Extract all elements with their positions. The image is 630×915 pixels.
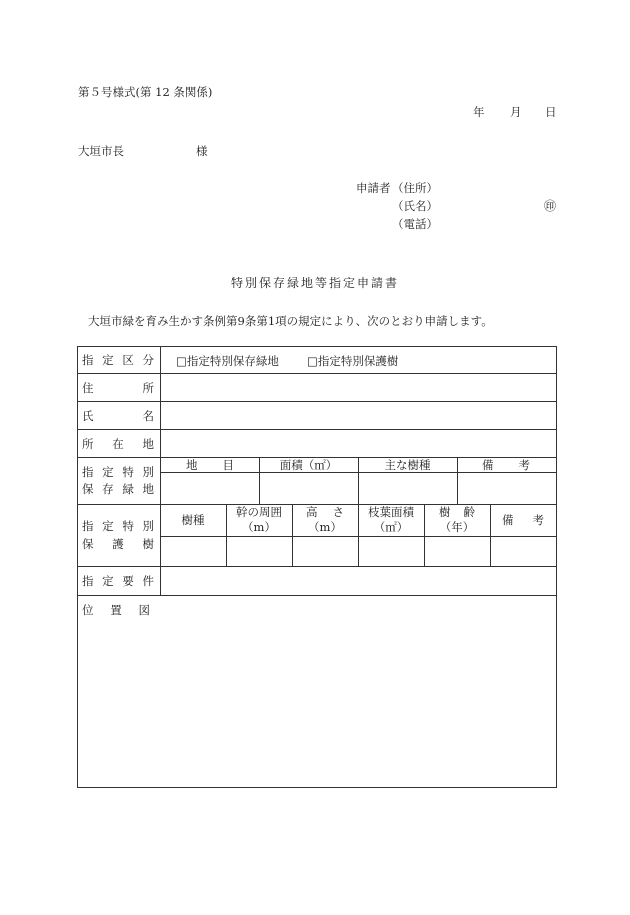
intro-text: 大垣市緑を育み生かす条例第9条第1項の規定により、次のとおり申請します。 (88, 314, 493, 328)
row-divider (77, 401, 557, 402)
green-space-col-divider (457, 457, 458, 504)
header-land-category: 地 目 (186, 458, 234, 472)
applicant-address-label: （住所） (392, 181, 438, 195)
header-height-unit: （m） (308, 520, 342, 534)
header-foliage-area: 枝葉面積 (368, 505, 414, 519)
applicant-phone-label: （電話） (392, 217, 438, 231)
name-label: 氏 名 (82, 409, 154, 423)
addressee: 大垣市長 (78, 144, 124, 158)
header-tree-age: 樹 齢 (439, 505, 475, 519)
form-number: 第５号様式(第 12 条関係) (78, 85, 213, 99)
header-green-space-remarks: 備 考 (482, 458, 530, 472)
row-divider (77, 566, 557, 567)
header-height: 高 さ (306, 505, 344, 519)
tree-col-divider (424, 504, 425, 566)
location-label: 所 在 地 (82, 437, 154, 451)
document-title: 特別保存緑地等指定申請書 (230, 276, 399, 290)
header-trunk-circumference: 幹の周囲 (236, 505, 282, 519)
green-space-label-line1: 指 定 特 別 (82, 465, 154, 479)
address-field[interactable] (162, 375, 554, 399)
tree-col-divider (292, 504, 293, 566)
location-field[interactable] (162, 431, 554, 455)
header-foliage-unit: （㎡） (373, 520, 409, 534)
requirements-label: 指 定 要 件 (82, 574, 154, 588)
designation-type-label: 指 定 区 分 (82, 353, 154, 367)
row-divider (77, 595, 557, 596)
date-day-label: 日 (545, 105, 557, 119)
header-age-unit: （年） (439, 520, 475, 534)
label-column-divider (160, 346, 161, 595)
location-map-label: 位 置 図 (82, 603, 150, 617)
checkbox-green-space-option[interactable]: □指定特別保存緑地 (176, 354, 279, 368)
row-divider (77, 429, 557, 430)
address-label: 住 所 (82, 381, 154, 395)
header-main-trees: 主な樹種 (384, 458, 431, 472)
protected-tree-label-line2: 保 護 樹 (82, 537, 154, 551)
header-tree-remarks: 備 考 (502, 513, 544, 527)
tree-col-divider (490, 504, 491, 566)
date-year-label: 年 (473, 105, 485, 119)
checkbox-protected-tree-option[interactable]: □指定特別保護樹 (307, 354, 399, 368)
seal-mark: ㊞ (544, 199, 557, 213)
protected-tree-label-line1: 指 定 特 別 (82, 519, 154, 533)
green-space-label-line2: 保 存 緑 地 (82, 482, 154, 496)
name-field[interactable] (162, 403, 554, 427)
date-month-label: 月 (510, 105, 522, 119)
applicant-name-label: （氏名） (392, 199, 438, 213)
header-species: 樹種 (181, 513, 205, 527)
header-area: 面積（㎡） (279, 458, 338, 472)
row-divider (77, 373, 557, 374)
header-trunk-unit: （m） (242, 520, 276, 534)
applicant-label: 申請者 (356, 181, 391, 195)
requirements-field[interactable] (162, 568, 554, 593)
honorific: 様 (196, 144, 208, 158)
location-map-area[interactable] (80, 622, 554, 784)
